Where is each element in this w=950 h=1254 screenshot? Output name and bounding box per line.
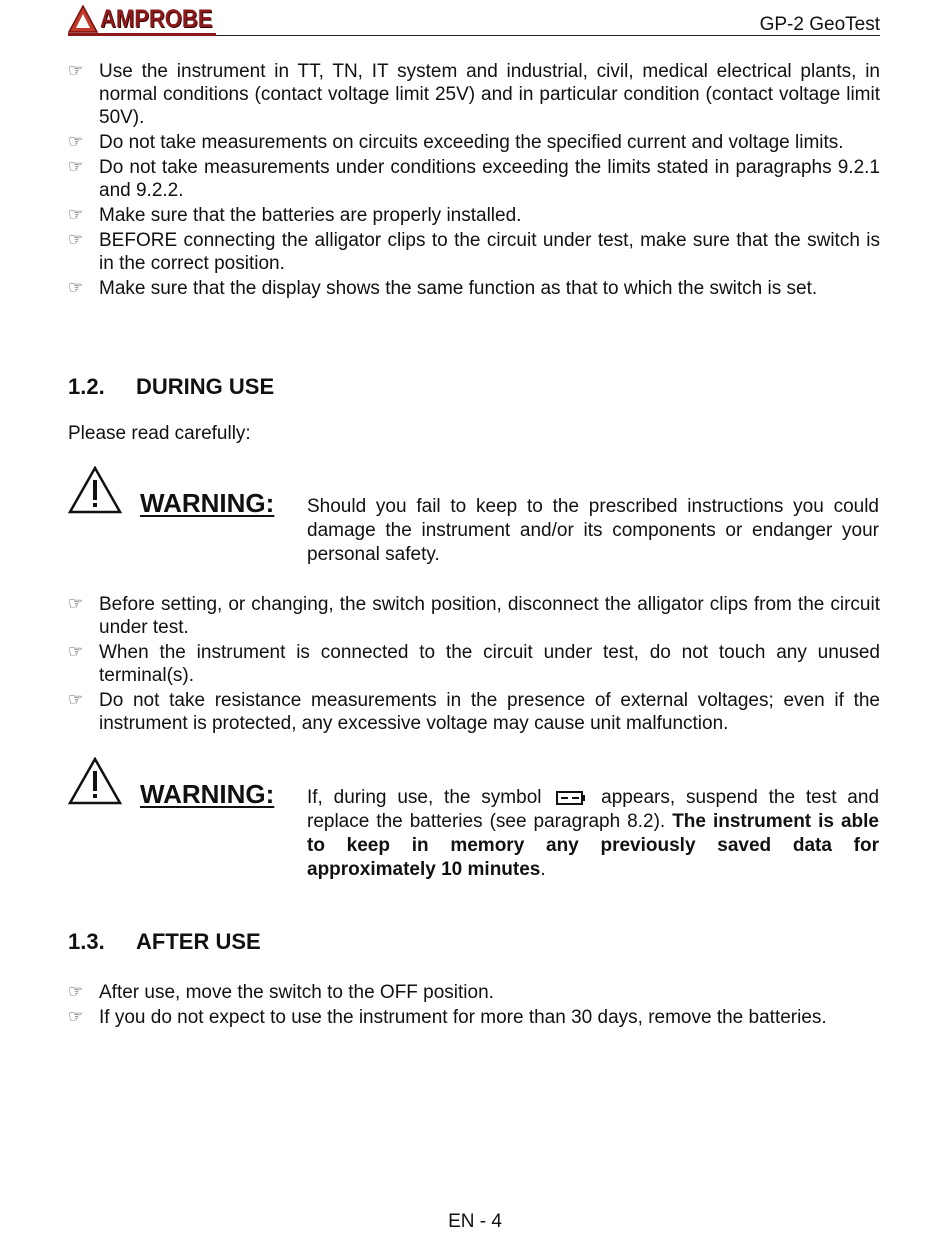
- warning-text-end: .: [540, 859, 546, 880]
- logo-triangle-icon: [68, 5, 98, 33]
- warning-text: Should you fail to keep to the prescribed instructions you could damage the instrument and/or its components or endanger your personal safety.: [307, 496, 879, 565]
- list-item: [68, 1006, 880, 1029]
- pointing-hand-icon: ☞: [68, 230, 84, 249]
- section-title: DURING USE: [136, 374, 275, 399]
- pointing-hand-icon: ☞: [68, 690, 84, 709]
- pointing-hand-icon: ☞: [68, 157, 84, 176]
- list-item: [68, 689, 880, 735]
- list-item: [68, 641, 880, 687]
- warning-triangle-icon: [68, 466, 122, 514]
- bullet-text: When the instrument is connected to the circuit under test, do not touch any unused terminal(s).: [99, 642, 880, 686]
- list-item: [68, 593, 880, 639]
- list-item: [68, 131, 880, 154]
- bullet-text: Make sure that the display shows the same function as that to which the switch is set.: [99, 278, 818, 299]
- bullet-text: Make sure that the batteries are properly installed.: [99, 205, 522, 226]
- page-header: [68, 4, 880, 36]
- bullet-text: BEFORE connecting the alligator clips to the circuit under test, make sure that the switch is in the correct position.: [99, 230, 880, 274]
- after-use-bullet-list: [68, 981, 880, 1031]
- warning-text-battery: [307, 786, 879, 882]
- battery-low-icon: [556, 791, 586, 805]
- lead-text: Please read carefully:: [68, 423, 251, 444]
- bullet-text: Use the instrument in TT, TN, IT system and industrial, civil, medical electrical plants, in normal conditions (contact voltage limit 25V) and in particular condition (contact voltage limit 50V).: [99, 61, 880, 128]
- pointing-hand-icon: ☞: [68, 205, 84, 224]
- section-heading-during-use: [68, 374, 274, 400]
- warning-label: WARNING:: [140, 488, 275, 518]
- bullet-text: Do not take resistance measurements in the presence of external voltages; even if the instrument is protected, any excessive voltage may cause unit malfunction.: [99, 690, 880, 734]
- pointing-hand-icon: ☞: [68, 594, 84, 613]
- page-number: EN - 4: [448, 1211, 502, 1232]
- pointing-hand-icon: ☞: [68, 278, 84, 297]
- amprobe-logo: [68, 4, 228, 34]
- intro-bullet-list: [68, 60, 880, 302]
- list-item: [68, 156, 880, 202]
- list-item: [68, 229, 880, 275]
- list-item: [68, 277, 880, 300]
- section-number: 1.3.: [68, 929, 105, 954]
- bullet-text: Do not take measurements under conditions exceeding the limits stated in paragraphs 9.2.1 and 9.2.2.: [99, 157, 880, 201]
- list-item: [68, 60, 880, 129]
- logo-underline: [68, 33, 216, 36]
- pointing-hand-icon: ☞: [68, 1007, 84, 1026]
- bullet-text: Do not take measurements on circuits exceeding the specified current and voltage limits.: [99, 132, 844, 153]
- pointing-hand-icon: ☞: [68, 982, 84, 1001]
- document-title: GP-2 GeoTest: [759, 14, 880, 35]
- warning-triangle-icon: [68, 757, 122, 805]
- section-title: AFTER USE: [136, 929, 261, 954]
- brand-name: AMPROBE: [100, 5, 213, 33]
- pointing-hand-icon: ☞: [68, 61, 84, 80]
- section-number: 1.2.: [68, 374, 105, 399]
- bullet-text: Before setting, or changing, the switch position, disconnect the alligator clips from the circuit under test.: [99, 594, 880, 638]
- pointing-hand-icon: ☞: [68, 642, 84, 661]
- warning-text-bold: The instrument is able to keep in memory any previously saved data for approximately 10 minutes: [307, 811, 879, 880]
- warning-text-part: appears, suspend the test and replace the batteries (see paragraph 8.2).: [307, 787, 880, 832]
- bullet-text: If you do not expect to use the instrument for more than 30 days, remove the batteries.: [99, 1007, 827, 1028]
- list-item: [68, 981, 880, 1004]
- during-use-bullet-list: [68, 593, 880, 737]
- warning-text-part: If, during use, the symbol: [307, 787, 542, 808]
- section-heading-after-use: [68, 929, 261, 955]
- bullet-text: After use, move the switch to the OFF position.: [99, 982, 494, 1003]
- warning-label: WARNING:: [140, 779, 275, 809]
- pointing-hand-icon: ☞: [68, 132, 84, 151]
- list-item: [68, 204, 880, 227]
